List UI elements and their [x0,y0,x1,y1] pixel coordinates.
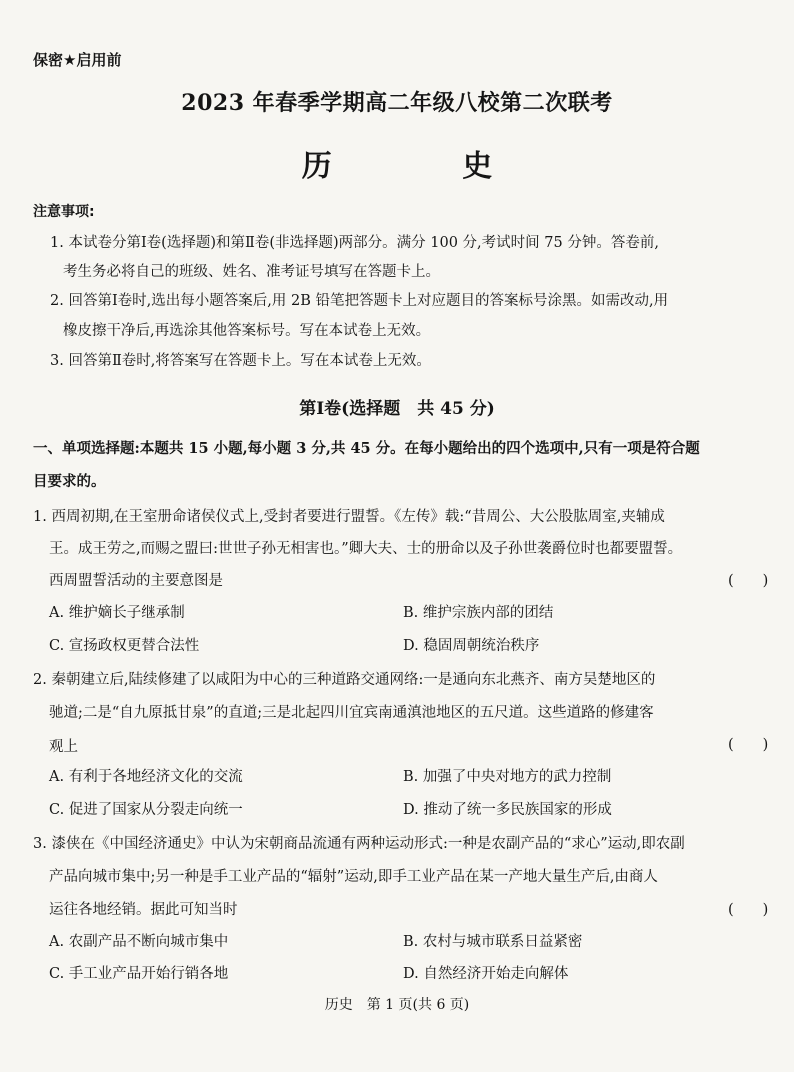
question-3-option-a: A. 农副产品不断向城市集中 [49,934,229,950]
question-1-answer-paren: ( ) [728,573,769,589]
question-1-line-2: 王。成王劳之,而赐之盟曰:世世子孙无相害也。”卿大夫、士的册命以及子孙世袭爵位时也都要盟誓。 [49,541,683,557]
question-3-line-1: 3. 漆侠在《中国经济通史》中认为宋朝商品流通有两种运动形式:一种是农副产品的“求心”运动,即农副 [33,836,685,852]
notice-item-2-line-2: 橡皮擦干净后,再选涂其他答案标号。写在本试卷上无效。 [63,323,431,339]
subject-text: 历 史 [301,149,553,184]
exam-title: 2023 年春季学期高二年级八校第二次联考 [181,90,613,116]
section-title: 第Ⅰ卷(选择题 共 45 分) [299,399,495,419]
question-3-line-3: 运往各地经销。据此可知当时 [49,902,238,918]
question-1-option-c: C. 宣扬政权更替合法性 [49,638,200,654]
confidential-label: 保密★启用前 [33,51,122,69]
question-2-option-b: B. 加强了中央对地方的武力控制 [403,769,612,785]
question-1-option-a: A. 维护嫡长子继承制 [49,605,185,621]
notice-item-2-line-1: 2. 回答第Ⅰ卷时,选出每小题答案后,用 2B 铅笔把答题卡上对应题目的答案标号涂黑。如需改动,用 [50,293,669,309]
question-3-answer-paren: ( ) [728,902,769,918]
question-1-line-1: 1. 西周初期,在王室册命诸侯仪式上,受封者要进行盟誓。《左传》载:“昔周公、大公股肱周室,夹辅成 [33,509,665,525]
section-instructions-line-2: 目要求的。 [33,473,106,490]
page-footer: 历史 第 1 页(共 6 页) [324,997,470,1013]
question-3-line-2: 产品向城市集中;另一种是手工业产品的“辐射”运动,即手工业产品在某一产地大量生产后,由商人 [49,869,658,885]
question-1-line-3: 西周盟誓活动的主要意图是 [49,573,223,589]
question-2-line-1: 2. 秦朝建立后,陆续修建了以咸阳为中心的三种道路交通网络:一是通向东北燕齐、南方吴楚地区的 [33,672,656,688]
notice-item-3-line-1: 3. 回答第Ⅱ卷时,将答案写在答题卡上。写在本试卷上无效。 [50,353,431,369]
question-1-option-d: D. 稳固周朝统治秩序 [403,638,540,654]
question-3-option-c: C. 手工业产品开始行销各地 [49,966,229,982]
question-2-line-2: 驰道;二是“自九原抵甘泉”的直道;三是北起四川宜宾南通滇池地区的五尺道。这些道路的修建客 [49,705,654,721]
question-2-option-a: A. 有利于各地经济文化的交流 [49,769,243,785]
notice-item-1-line-2: 考生务必将自己的班级、姓名、准考证号填写在答题卡上。 [63,264,440,280]
subject-title [0,141,794,185]
notice-heading: 注意事项: [33,204,95,220]
question-3-option-b: B. 农村与城市联系日益紧密 [403,934,583,950]
question-2-answer-paren: ( ) [728,737,769,753]
question-1-option-b: B. 维护宗族内部的团结 [403,605,554,621]
notice-item-1-line-1: 1. 本试卷分第Ⅰ卷(选择题)和第Ⅱ卷(非选择题)两部分。满分 100 分,考试时间 75 分钟。答卷前, [50,235,659,251]
question-3-option-d: D. 自然经济开始走向解体 [403,966,569,982]
question-2-option-c: C. 促进了国家从分裂走向统一 [49,802,243,818]
section-instructions-line-1: 一、单项选择题:本题共 15 小题,每小题 3 分,共 45 分。在每小题给出的四个选项中,只有一项是符合题 [33,440,700,457]
question-2-line-3: 观上 [49,739,78,755]
question-2-option-d: D. 推动了统一多民族国家的形成 [403,802,612,818]
